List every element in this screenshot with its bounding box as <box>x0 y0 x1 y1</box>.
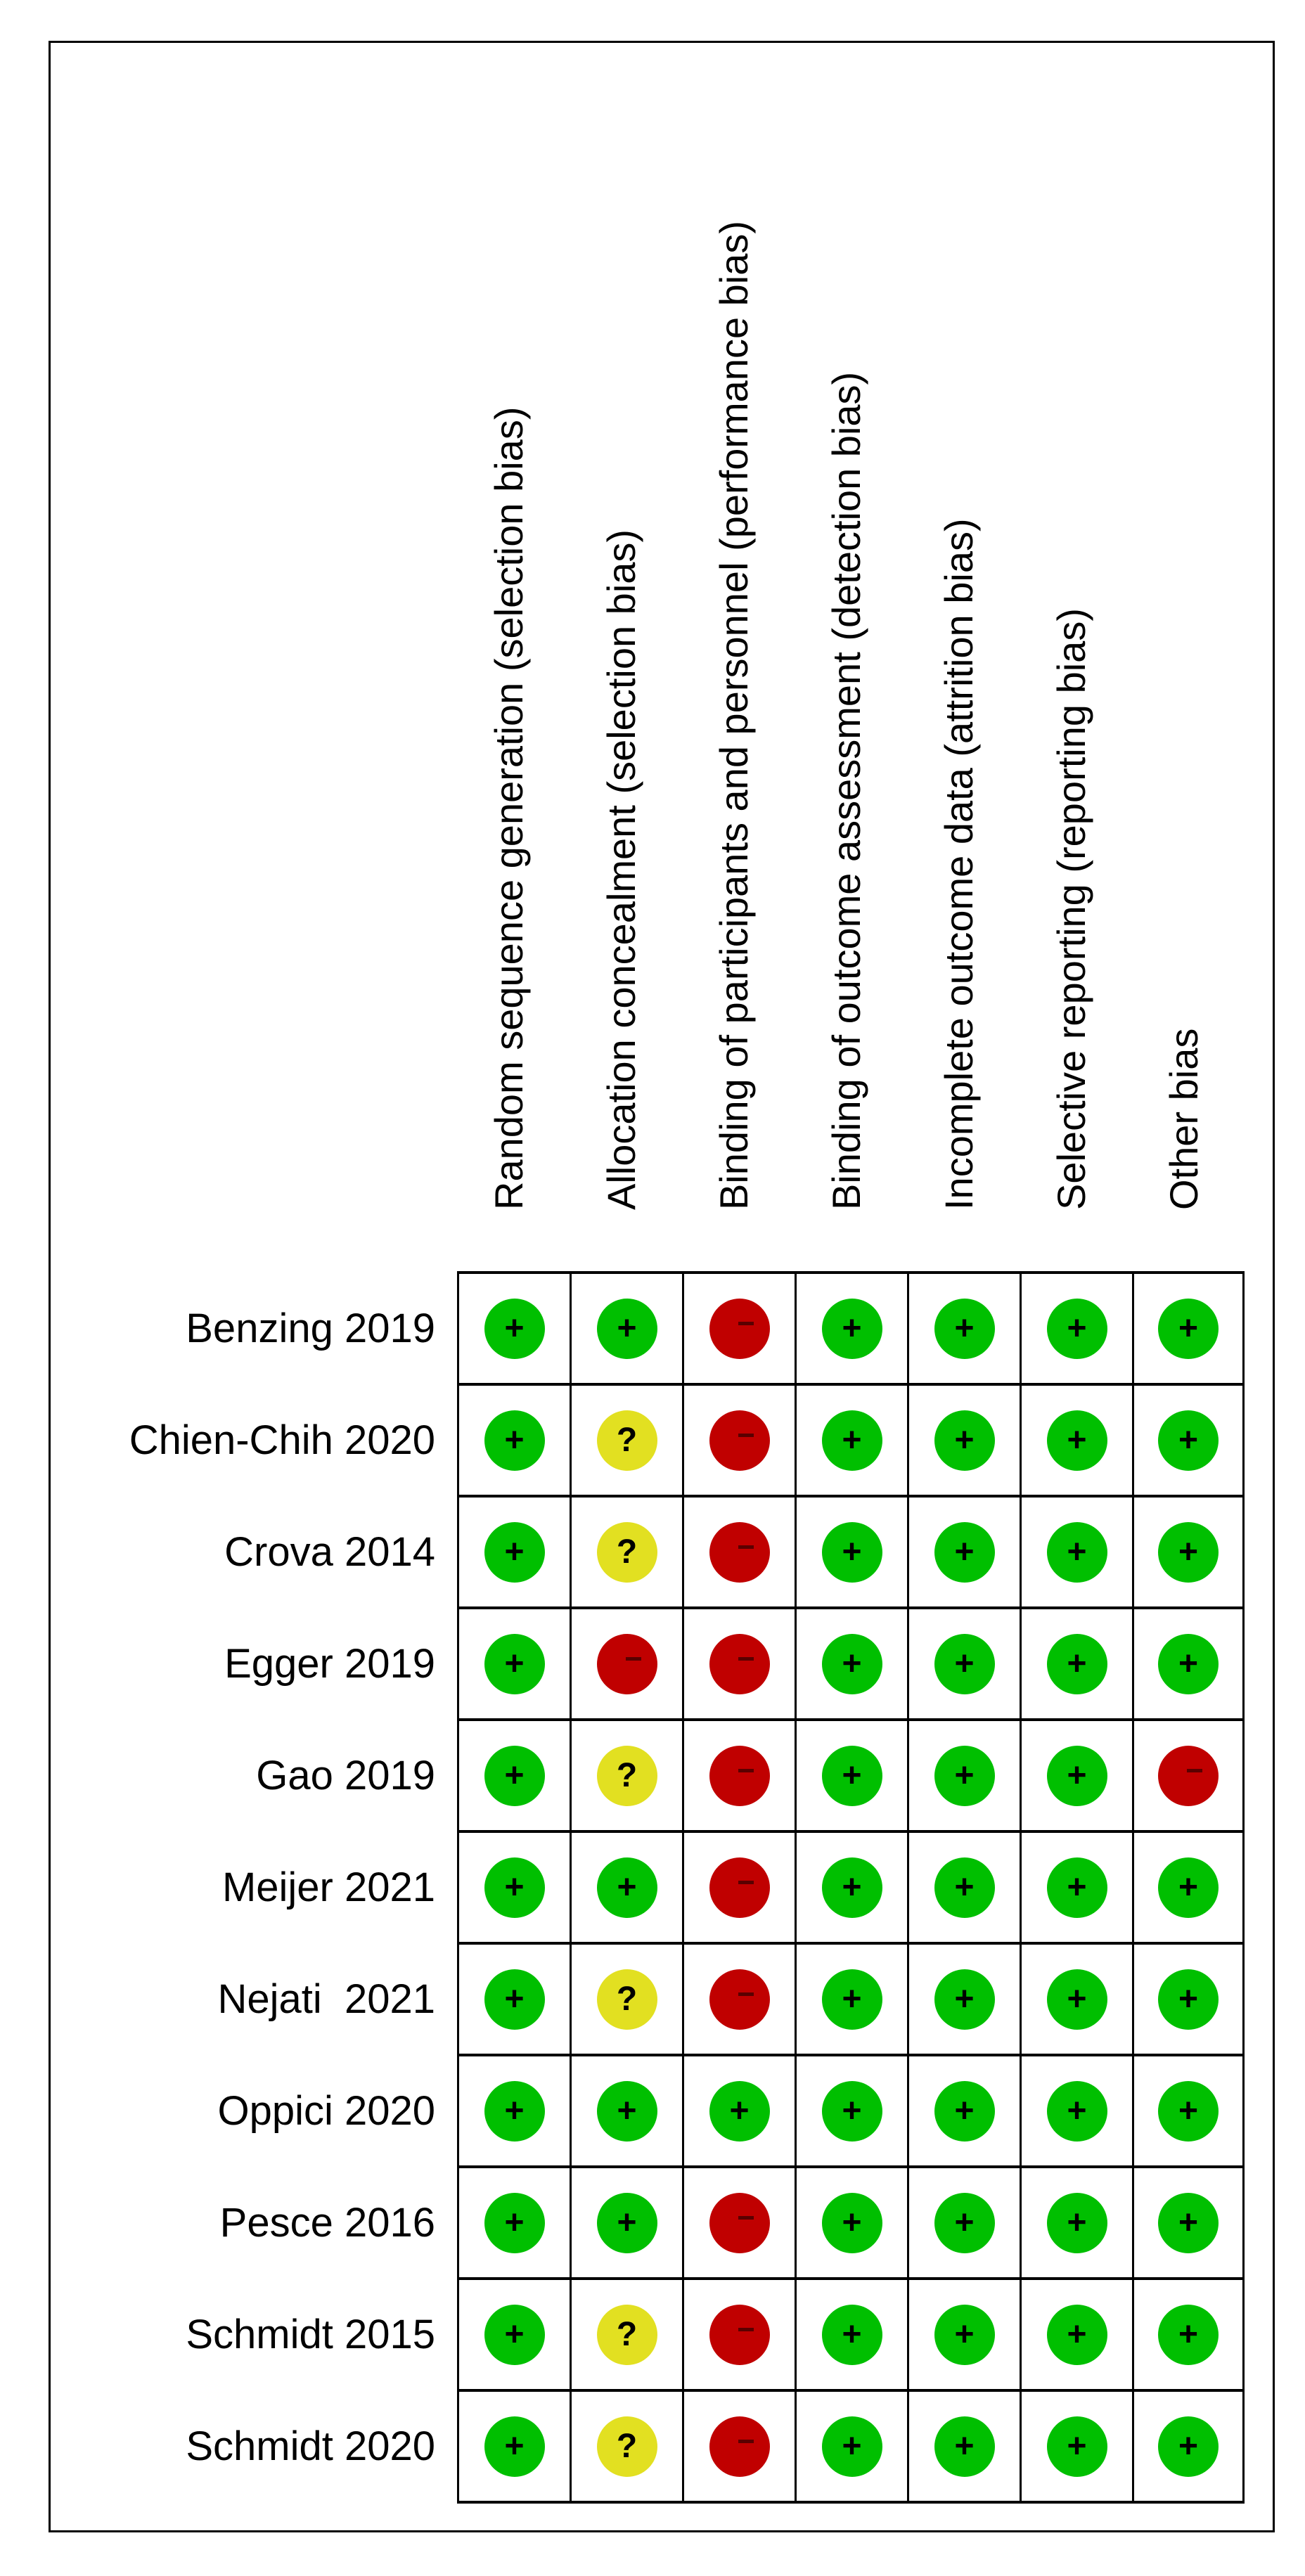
low-risk-plus-icon <box>822 1299 882 1359</box>
rating-cell <box>795 2168 907 2277</box>
rating-cell <box>795 2392 907 2501</box>
rating-cell <box>570 1945 682 2054</box>
rating-symbol: + <box>1178 2316 1199 2353</box>
high-risk-minus-icon <box>709 1857 770 1918</box>
rating-symbol: + <box>1067 1981 1087 2018</box>
rating-symbol: + <box>1178 1533 1199 1571</box>
low-risk-plus-icon <box>1158 2081 1219 2142</box>
rating-cell <box>1132 1945 1245 2054</box>
rating-cell <box>907 1274 1020 1383</box>
low-risk-plus-icon <box>484 2193 545 2253</box>
high-risk-minus-icon <box>709 1634 770 1694</box>
rating-cell <box>682 2056 795 2165</box>
low-risk-plus-icon <box>484 2416 545 2477</box>
rating-cell <box>795 1609 907 1718</box>
rating-cell <box>795 2280 907 2389</box>
rating-symbol: + <box>954 1981 975 2018</box>
low-risk-plus-icon <box>1158 1634 1219 1694</box>
low-risk-plus-icon <box>1158 1857 1219 1918</box>
low-risk-plus-icon <box>934 1522 995 1583</box>
unclear-risk-question-icon <box>597 2416 657 2477</box>
minus-mark <box>1187 1769 1202 1772</box>
rating-cell <box>570 1498 682 1606</box>
low-risk-plus-icon <box>1158 1410 1219 1471</box>
rating-cell <box>1020 1386 1132 1495</box>
unclear-risk-question-icon <box>597 1969 657 2030</box>
rating-symbol: + <box>842 2428 862 2465</box>
rating-cell <box>682 1386 795 1495</box>
low-risk-plus-icon <box>484 2305 545 2365</box>
rating-symbol: + <box>954 1869 975 1906</box>
study-row <box>457 1606 1245 1718</box>
rating-symbol: + <box>1178 2092 1199 2130</box>
rating-symbol: + <box>504 1310 525 1347</box>
rating-cell <box>570 1833 682 1942</box>
low-risk-plus-icon <box>822 2081 882 2142</box>
rating-symbol: + <box>1067 1310 1087 1347</box>
unclear-risk-question-icon <box>597 1522 657 1583</box>
study-row <box>457 1383 1245 1495</box>
rating-symbol: + <box>504 2092 525 2130</box>
low-risk-plus-icon <box>1047 1634 1107 1694</box>
low-risk-plus-icon <box>822 1634 882 1694</box>
rating-cell <box>1132 1833 1245 1942</box>
rating-symbol: + <box>729 2092 750 2130</box>
low-risk-plus-icon <box>597 1299 657 1359</box>
rating-symbol: + <box>842 2204 862 2241</box>
rating-cell <box>1132 2392 1245 2501</box>
low-risk-plus-icon <box>1158 1299 1219 1359</box>
rating-symbol: + <box>504 2316 525 2353</box>
low-risk-plus-icon <box>597 2081 657 2142</box>
rating-cell <box>1020 1945 1132 2054</box>
rating-cell <box>682 1498 795 1606</box>
rating-symbol: + <box>1178 1310 1199 1347</box>
rating-symbol: + <box>504 2428 525 2465</box>
rating-cell <box>457 2168 570 2277</box>
low-risk-plus-icon <box>1047 2081 1107 2142</box>
high-risk-minus-icon <box>709 1746 770 1806</box>
rating-symbol: + <box>1067 1869 1087 1906</box>
rating-symbol: + <box>1067 2316 1087 2353</box>
rating-cell <box>795 1721 907 1830</box>
rating-symbol: + <box>842 1869 862 1906</box>
unclear-risk-question-icon <box>597 2305 657 2365</box>
rating-symbol: + <box>842 2316 862 2353</box>
rating-cell <box>1132 2280 1245 2389</box>
low-risk-plus-icon <box>822 1410 882 1471</box>
study-row <box>457 2389 1245 2504</box>
low-risk-plus-icon <box>1047 2305 1107 2365</box>
study-row <box>457 1495 1245 1606</box>
study-label: Nejati 2021 <box>217 1976 435 2022</box>
study-label: Schmidt 2020 <box>186 2423 435 2469</box>
rating-symbol: + <box>954 1645 975 1682</box>
rating-cell <box>457 1833 570 1942</box>
rating-cell <box>570 1274 682 1383</box>
rating-cell <box>457 1721 570 1830</box>
rating-cell <box>682 1609 795 1718</box>
low-risk-plus-icon <box>484 1857 545 1918</box>
rating-cell <box>1020 2056 1132 2165</box>
low-risk-plus-icon <box>1047 1299 1107 1359</box>
rating-symbol: + <box>1067 2204 1087 2241</box>
rating-symbol: + <box>842 1981 862 2018</box>
rating-symbol: + <box>954 2092 975 2130</box>
low-risk-plus-icon <box>597 1857 657 1918</box>
unclear-risk-question-icon <box>597 1410 657 1471</box>
rating-symbol: + <box>1178 1645 1199 1682</box>
minus-mark <box>738 1434 754 1437</box>
study-row <box>457 2165 1245 2277</box>
rating-symbol: + <box>1067 1422 1087 1459</box>
rating-symbol: + <box>842 1533 862 1571</box>
low-risk-plus-icon <box>1047 1522 1107 1583</box>
rating-symbol: + <box>1178 2428 1199 2465</box>
rating-symbol: + <box>842 1422 862 1459</box>
rating-cell <box>570 1609 682 1718</box>
rating-cell <box>1020 2280 1132 2389</box>
high-risk-minus-icon <box>597 1634 657 1694</box>
rating-symbol: + <box>954 1757 975 1794</box>
minus-mark <box>738 1545 754 1549</box>
low-risk-plus-icon <box>1158 2305 1219 2365</box>
rating-cell <box>907 2056 1020 2165</box>
low-risk-plus-icon <box>934 1857 995 1918</box>
low-risk-plus-icon <box>822 2416 882 2477</box>
low-risk-plus-icon <box>934 1969 995 2030</box>
risk-of-bias-grid <box>457 1271 1245 2501</box>
study-row <box>457 2277 1245 2389</box>
minus-mark <box>738 2216 754 2220</box>
rating-cell <box>795 1274 907 1383</box>
rating-cell <box>795 1498 907 1606</box>
rating-cell <box>1132 1609 1245 1718</box>
low-risk-plus-icon <box>1158 2416 1219 2477</box>
domain-header-label: Selective reporting (reporting bias) <box>1049 608 1093 1210</box>
study-row <box>457 1942 1245 2054</box>
high-risk-minus-icon <box>709 1410 770 1471</box>
rating-cell <box>570 1386 682 1495</box>
low-risk-plus-icon <box>484 1299 545 1359</box>
low-risk-plus-icon <box>484 1410 545 1471</box>
rating-cell <box>1020 1833 1132 1942</box>
low-risk-plus-icon <box>822 1969 882 2030</box>
rating-cell <box>457 2280 570 2389</box>
rating-cell <box>907 1498 1020 1606</box>
study-label: Oppici 2020 <box>217 2087 435 2134</box>
rating-symbol: + <box>504 2204 525 2241</box>
rating-symbol: ? <box>616 2428 638 2465</box>
low-risk-plus-icon <box>934 1410 995 1471</box>
low-risk-plus-icon <box>1047 1857 1107 1918</box>
rating-cell <box>457 1609 570 1718</box>
rating-cell <box>457 1498 570 1606</box>
low-risk-plus-icon <box>822 1522 882 1583</box>
rating-cell <box>795 1386 907 1495</box>
rating-cell <box>907 1721 1020 1830</box>
study-row <box>457 2054 1245 2165</box>
low-risk-plus-icon <box>822 2305 882 2365</box>
low-risk-plus-icon <box>822 1746 882 1806</box>
study-label: Gao 2019 <box>256 1752 435 1798</box>
rating-cell <box>682 2280 795 2389</box>
high-risk-minus-icon <box>709 2416 770 2477</box>
low-risk-plus-icon <box>709 2081 770 2142</box>
rating-cell <box>570 1721 682 1830</box>
study-label: Chien-Chih 2020 <box>129 1417 435 1463</box>
low-risk-plus-icon <box>934 1299 995 1359</box>
rating-symbol: + <box>1178 1869 1199 1906</box>
rating-symbol: + <box>1067 2092 1087 2130</box>
rating-cell <box>682 1945 795 2054</box>
low-risk-plus-icon <box>484 2081 545 2142</box>
study-label: Pesce 2016 <box>219 2199 435 2246</box>
low-risk-plus-icon <box>484 1746 545 1806</box>
low-risk-plus-icon <box>934 2193 995 2253</box>
rating-symbol: + <box>504 1981 525 2018</box>
rating-symbol: ? <box>616 2316 638 2353</box>
rating-cell <box>1020 1274 1132 1383</box>
rating-symbol: + <box>842 1645 862 1682</box>
rating-symbol: + <box>954 2316 975 2353</box>
rating-symbol: + <box>504 1533 525 1571</box>
rating-symbol: ? <box>616 1533 638 1571</box>
domain-header-label: Binding of outcome assessment (detection bias) <box>824 371 868 1210</box>
rating-symbol: ? <box>616 1981 638 2018</box>
low-risk-plus-icon <box>1047 2416 1107 2477</box>
rating-symbol: + <box>1178 1981 1199 2018</box>
rating-cell <box>1132 1721 1245 1830</box>
rating-symbol: + <box>954 2428 975 2465</box>
rating-cell <box>1020 1609 1132 1718</box>
rating-cell <box>1132 2168 1245 2277</box>
rating-symbol: + <box>504 1645 525 1682</box>
minus-mark <box>738 1881 754 1884</box>
minus-mark <box>738 1322 754 1325</box>
study-label: Benzing 2019 <box>186 1305 435 1351</box>
rating-cell <box>682 1833 795 1942</box>
rating-cell <box>1020 1498 1132 1606</box>
rating-cell <box>795 2056 907 2165</box>
rating-cell <box>570 2392 682 2501</box>
rating-cell <box>457 1386 570 1495</box>
rating-cell <box>457 1945 570 2054</box>
low-risk-plus-icon <box>1158 1969 1219 2030</box>
rating-symbol: + <box>954 1310 975 1347</box>
rating-symbol: + <box>1067 1533 1087 1571</box>
low-risk-plus-icon <box>934 1634 995 1694</box>
rating-symbol: + <box>1067 2428 1087 2465</box>
low-risk-plus-icon <box>1047 1969 1107 2030</box>
rating-cell <box>682 1274 795 1383</box>
rating-symbol: ? <box>616 1422 638 1459</box>
minus-mark <box>626 1657 641 1661</box>
low-risk-plus-icon <box>934 2081 995 2142</box>
rating-symbol: + <box>1178 1422 1199 1459</box>
study-label: Crova 2014 <box>224 1528 435 1575</box>
low-risk-plus-icon <box>484 1634 545 1694</box>
low-risk-plus-icon <box>934 1746 995 1806</box>
rating-cell <box>907 2280 1020 2389</box>
rating-cell <box>907 2392 1020 2501</box>
unclear-risk-question-icon <box>597 1746 657 1806</box>
rating-cell <box>457 2392 570 2501</box>
study-row <box>457 1718 1245 1830</box>
study-label: Schmidt 2015 <box>186 2311 435 2357</box>
rating-symbol: + <box>504 1422 525 1459</box>
study-label: Egger 2019 <box>224 1640 435 1687</box>
rating-cell <box>907 1833 1020 1942</box>
rating-symbol: + <box>1178 2204 1199 2241</box>
rating-symbol: + <box>842 1310 862 1347</box>
low-risk-plus-icon <box>1158 2193 1219 2253</box>
rating-cell <box>457 2056 570 2165</box>
study-label: Meijer 2021 <box>221 1864 435 1910</box>
rating-symbol: + <box>504 1869 525 1906</box>
rating-cell <box>1020 1721 1132 1830</box>
rating-cell <box>907 2168 1020 2277</box>
rating-cell <box>682 2168 795 2277</box>
low-risk-plus-icon <box>597 2193 657 2253</box>
rating-symbol: + <box>954 1533 975 1571</box>
rating-cell <box>1020 2168 1132 2277</box>
rating-cell <box>907 1609 1020 1718</box>
minus-mark <box>738 2328 754 2331</box>
rating-cell <box>682 1721 795 1830</box>
domain-header-label: Allocation concealment (selection bias) <box>599 529 643 1210</box>
low-risk-plus-icon <box>1047 2193 1107 2253</box>
low-risk-plus-icon <box>1047 1410 1107 1471</box>
high-risk-minus-icon <box>709 1969 770 2030</box>
high-risk-minus-icon <box>709 1299 770 1359</box>
domain-header-label: Other bias <box>1162 1028 1206 1210</box>
rating-symbol: + <box>617 2092 637 2130</box>
study-row <box>457 1271 1245 1383</box>
rating-cell <box>1132 1498 1245 1606</box>
high-risk-minus-icon <box>1158 1746 1219 1806</box>
minus-mark <box>738 1992 754 1996</box>
high-risk-minus-icon <box>709 2305 770 2365</box>
rating-cell <box>1132 2056 1245 2165</box>
rating-symbol: + <box>954 1422 975 1459</box>
rating-cell <box>907 1386 1020 1495</box>
minus-mark <box>738 1657 754 1661</box>
rating-cell <box>1020 2392 1132 2501</box>
rating-symbol: + <box>617 1310 637 1347</box>
rating-cell <box>907 1945 1020 2054</box>
rating-cell <box>570 2280 682 2389</box>
rating-cell <box>570 2056 682 2165</box>
low-risk-plus-icon <box>1047 1746 1107 1806</box>
rating-cell <box>795 1945 907 2054</box>
study-row <box>457 1830 1245 1942</box>
rating-cell <box>1132 1274 1245 1383</box>
rating-symbol: + <box>842 2092 862 2130</box>
low-risk-plus-icon <box>934 2305 995 2365</box>
rating-symbol: + <box>504 1757 525 1794</box>
rating-cell <box>1132 1386 1245 1495</box>
rating-symbol: + <box>617 2204 637 2241</box>
high-risk-minus-icon <box>709 1522 770 1583</box>
low-risk-plus-icon <box>934 2416 995 2477</box>
domain-header-label: Binding of participants and personnel (performance bias) <box>712 220 756 1210</box>
minus-mark <box>738 2440 754 2443</box>
rating-symbol: ? <box>616 1757 638 1794</box>
low-risk-plus-icon <box>822 1857 882 1918</box>
rating-cell <box>457 1274 570 1383</box>
minus-mark <box>738 1769 754 1772</box>
rating-symbol: + <box>1067 1645 1087 1682</box>
low-risk-plus-icon <box>822 2193 882 2253</box>
rating-symbol: + <box>617 1869 637 1906</box>
low-risk-plus-icon <box>484 1969 545 2030</box>
domain-header-label: Random sequence generation (selection bias) <box>487 406 531 1210</box>
rating-cell <box>682 2392 795 2501</box>
low-risk-plus-icon <box>1158 1522 1219 1583</box>
rating-cell <box>795 1833 907 1942</box>
rating-symbol: + <box>954 2204 975 2241</box>
rating-symbol: + <box>842 1757 862 1794</box>
rating-symbol: + <box>1067 1757 1087 1794</box>
rating-cell <box>570 2168 682 2277</box>
low-risk-plus-icon <box>484 1522 545 1583</box>
high-risk-minus-icon <box>709 2193 770 2253</box>
domain-header-label: Incomplete outcome data (attrition bias) <box>937 518 981 1210</box>
